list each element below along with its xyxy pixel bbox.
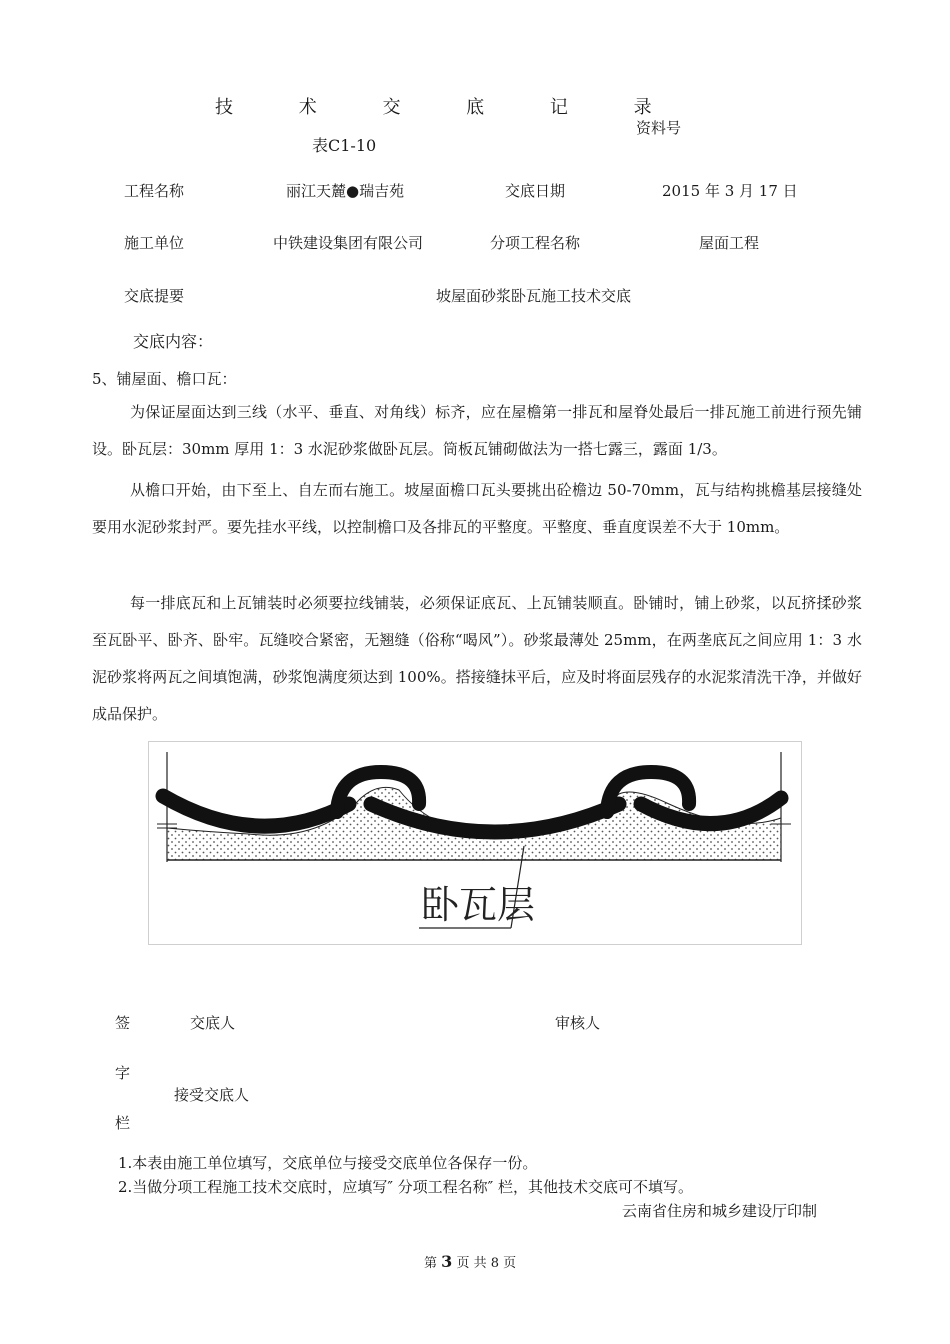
page-current: 3	[441, 1252, 453, 1271]
signature-col-char-2: 字	[115, 1064, 131, 1082]
signature-col-char-3: 栏	[115, 1114, 131, 1132]
page-suffix: 页	[503, 1256, 517, 1271]
page-prefix: 第	[424, 1256, 438, 1271]
paragraph-1	[92, 394, 862, 468]
date-value: 2015 年 3 月 17 日	[662, 182, 798, 200]
contractor-label: 施工单位	[124, 234, 185, 252]
doc-number-label: 资料号	[636, 119, 682, 137]
form-number: 表C1-10	[312, 136, 377, 155]
subproject-value: 屋面工程	[699, 234, 760, 252]
bottom-tile	[163, 796, 349, 826]
paragraph-text: 每一排底瓦和上瓦铺装时必须要拉线铺装，必须保证底瓦、上瓦铺装顺直。卧铺时，铺上砂浆，以瓦挤揉砂浆至瓦卧平、卧齐、卧牢。瓦缝咬合紧密，无翘缝（俗称“喝风”）。砂浆最薄处 25mm，在两垄底瓦之间应用 1：3 水泥砂浆将两瓦之间填饱满，砂浆饱满度须达到 100%。搭接缝抹平后，应及时将面层残存的水泥浆清洗干净，并做好成品保护。	[92, 594, 862, 723]
project-name-value: 丽江天麓●瑞吉苑	[286, 182, 405, 200]
date-label: 交底日期	[505, 182, 566, 200]
receiver-label: 接受交底人	[174, 1086, 250, 1104]
subproject-label: 分项工程名称	[490, 234, 581, 252]
project-name-label: 工程名称	[124, 182, 185, 200]
presenter-label: 交底人	[190, 1014, 236, 1032]
paragraph-2	[92, 472, 862, 546]
content-label: 交底内容：	[133, 332, 214, 351]
tile-bedding-diagram	[148, 741, 802, 945]
paragraph-text: 从檐口开始，由下至上、自左而右施工。坡屋面檐口瓦头要挑出砼檐边 50-70mm，瓦与结构挑檐基层接缝处要用水泥砂浆封严。要先挂水平线，以控制檐口及各排瓦的平整度。平整度、垂直度误差不大于 10mm。	[92, 481, 862, 536]
document-title: 技 术 交 底 记 录	[215, 97, 682, 118]
section-title: 5、铺屋面、檐口瓦：	[92, 370, 237, 388]
page-total: 8	[490, 1256, 499, 1271]
signature-col-char-1: 签	[115, 1014, 131, 1032]
issuer: 云南省住房和城乡建设厅印制	[622, 1202, 818, 1220]
roof-tile-section-svg	[149, 742, 801, 944]
paragraph-text: 为保证屋面达到三线（水平、垂直、对角线）标齐，应在屋檐第一排瓦和屋脊处最后一排瓦施工前进行预先铺设。卧瓦层：30mm 厚用 1：3 水泥砂浆做卧瓦层。筒板瓦铺砌做法为一搭七露三，露面 1/3。	[92, 403, 862, 458]
summary-label: 交底提要	[124, 287, 185, 305]
page-indicator	[424, 1252, 516, 1271]
summary-value: 坡屋面砂浆卧瓦施工技术交底	[436, 287, 632, 305]
page-middle: 页 共	[456, 1256, 487, 1271]
diagram-label: 卧瓦层	[421, 883, 536, 927]
note-1: 1.本表由施工单位填写，交底单位与接受交底单位各保存一份。	[118, 1154, 538, 1172]
note-2: 2.当做分项工程施工技术交底时，应填写″ 分项工程名称″ 栏，其他技术交底可不填写。	[118, 1178, 694, 1196]
reviewer-label: 审核人	[555, 1014, 601, 1032]
paragraph-3	[92, 585, 862, 733]
contractor-value: 中铁建设集团有限公司	[273, 234, 424, 252]
